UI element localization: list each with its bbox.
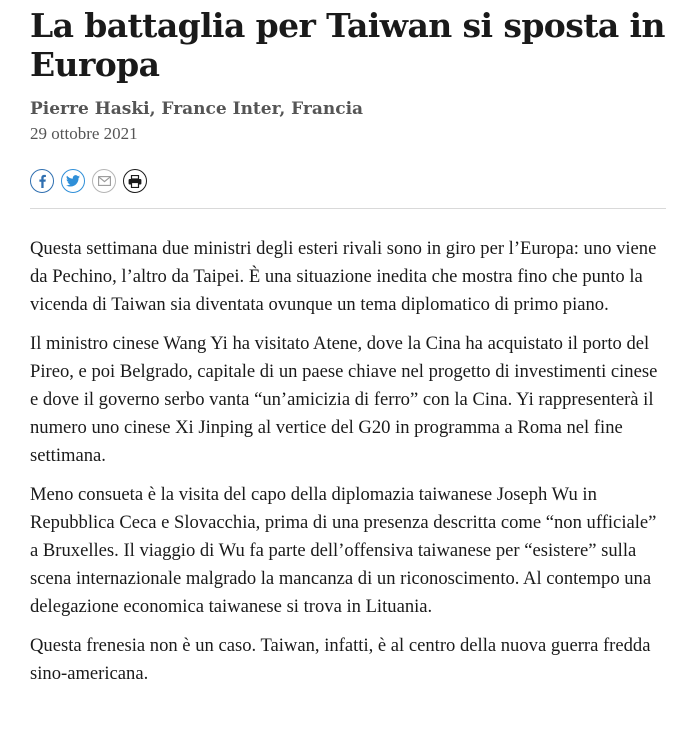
article-title: La battaglia per Taiwan si sposta in Europa [30, 6, 665, 84]
print-button[interactable] [123, 169, 147, 193]
article-body [30, 235, 666, 688]
twitter-icon [66, 175, 80, 187]
printer-icon [128, 175, 142, 188]
share-email-button[interactable] [92, 169, 116, 193]
divider [30, 208, 666, 209]
paragraph: Meno consueta è la visita del capo della diplomazia taiwanese Joseph Wu in Repubblica Ceca e Slovacchia, prima di una presenza descritta come “non ufficiale” a Bruxelles. Il viaggio di Wu fa parte dell’offensiva taiwanese per “esistere” sulla scena internazionale malgrado la mancanza di un riconoscimento. Al contempo una delegazione economica taiwanese si trova in Lituania. [30, 484, 657, 617]
share-facebook-button[interactable] [30, 169, 54, 193]
paragraph: Questa frenesia non è un caso. Taiwan, infatti, è al centro della nuova guerra fredda sino-americana. [30, 635, 651, 684]
article [30, 0, 666, 699]
article-byline: Pierre Haski, France Inter, Francia [30, 99, 364, 119]
facebook-icon [36, 174, 48, 188]
paragraph: Il ministro cinese Wang Yi ha visitato Atene, dove la Cina ha acquistato il porto del Pireo, e poi Belgrado, capitale di un paese chiave nel progetto di investimenti cinese e dove il governo serbo vanta “un’amicizia di ferro” con la Cina. Yi rappresenterà il numero uno cinese Xi Jinping al vertice del G20 in programma a Roma nel fine settimana. [30, 333, 658, 466]
share-twitter-button[interactable] [61, 169, 85, 193]
mail-icon [98, 176, 111, 186]
article-date: 29 ottobre 2021 [30, 124, 138, 143]
share-bar [30, 169, 666, 193]
paragraph: Questa settimana due ministri degli esteri rivali sono in giro per l’Europa: uno viene da Pechino, l’altro da Taipei. È una situazione inedita che mostra fino che punto la vicenda di Taiwan sia diventata ovunque un tema diplomatico di primo piano. [30, 238, 657, 315]
